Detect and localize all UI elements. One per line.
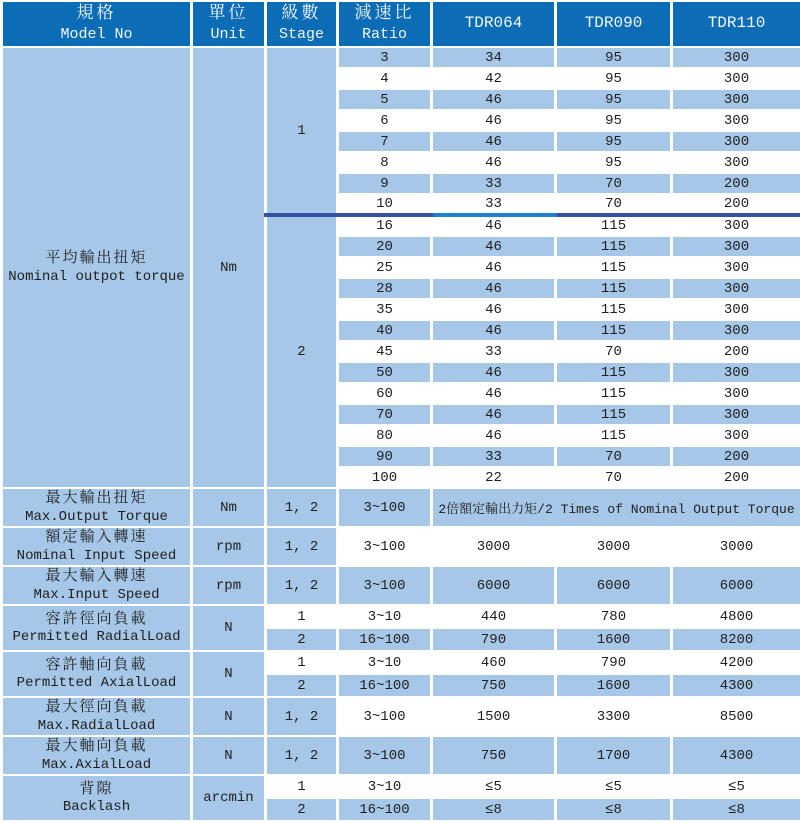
value-cell-tdr064-ratio-40: 46: [432, 320, 556, 341]
value-cell-tdr090-permitted-axial-load: 1600: [556, 674, 672, 697]
ratio-cell-35: 35: [338, 299, 432, 320]
ratio-cell-8: 8: [338, 152, 432, 173]
stage-cell-permitted-radial-load: 2: [266, 628, 338, 651]
value-cell-tdr064-nominal-input-speed: 3000: [432, 527, 556, 566]
permitted-axial-load-label-en: Permitted AxialLoad: [3, 675, 190, 693]
value-cell-tdr090-ratio-8: 95: [556, 152, 672, 173]
value-cell-tdr064-permitted-axial-load: 750: [432, 674, 556, 697]
value-cell-tdr110-backlash: ≤8: [672, 798, 800, 821]
value-cell-tdr064-ratio-16: 46: [432, 215, 556, 236]
ratio-cell-max-radial-load: 3~100: [338, 697, 432, 736]
header-stage-col: [266, 1, 338, 47]
value-cell-tdr064-backlash: ≤8: [432, 798, 556, 821]
table-body: [2, 47, 800, 821]
header-stage-col-en: Stage: [267, 26, 336, 44]
spec-row-max-radial-load: [2, 697, 800, 736]
ratio-cell-50: 50: [338, 362, 432, 383]
stage-cell-1: 1: [266, 47, 338, 215]
ratio-cell-max-input-speed: 3~100: [338, 566, 432, 605]
value-cell-tdr110-ratio-8: 300: [672, 152, 800, 173]
ratio-cell-70: 70: [338, 404, 432, 425]
value-cell-tdr090-ratio-60: 115: [556, 383, 672, 404]
value-cell-tdr110-permitted-radial-load: 4800: [672, 605, 800, 628]
value-cell-tdr110-ratio-25: 300: [672, 257, 800, 278]
section-label-backlash: [2, 775, 192, 821]
section-label-permitted-radial-load: [2, 605, 192, 651]
max-radial-load-label-zh: 最大徑向負載: [3, 698, 190, 718]
value-cell-tdr110-ratio-60: 300: [672, 383, 800, 404]
max-radial-load-label-en: Max.RadialLoad: [3, 718, 190, 736]
value-cell-tdr090-ratio-7: 95: [556, 131, 672, 152]
nominal-output-torque-label-en: Nominal outpot torque: [3, 269, 190, 287]
value-cell-tdr064-ratio-6: 46: [432, 110, 556, 131]
model-name-tdr110: TDR110: [673, 14, 800, 33]
ratio-cell-20: 20: [338, 236, 432, 257]
nominal-input-speed-label-en: Nominal Input Speed: [3, 548, 190, 566]
spec-row-max-input-speed: [2, 566, 800, 605]
stage-cell-backlash: 2: [266, 798, 338, 821]
model-name-tdr064: TDR064: [433, 14, 554, 33]
ratio-cell-16: 16: [338, 215, 432, 236]
ratio-cell-3: 3: [338, 47, 432, 68]
ratio-cell-45: 45: [338, 341, 432, 362]
value-cell-tdr064-ratio-9: 33: [432, 173, 556, 194]
ratio-cell-100: 100: [338, 467, 432, 488]
unit-cell-max-axial-load: N: [192, 736, 266, 775]
unit-cell-backlash: arcmin: [192, 775, 266, 821]
header-ratio-col-en: Ratio: [339, 26, 430, 44]
header-model-col-zh: 規格: [3, 4, 190, 25]
value-cell-tdr064-ratio-8: 46: [432, 152, 556, 173]
value-cell-tdr064-max-input-speed: 6000: [432, 566, 556, 605]
value-cell-tdr090-ratio-4: 95: [556, 68, 672, 89]
merged-value-cell-max-output-torque: 2倍額定輸出力矩/2 Times of Nominal Output Torque: [432, 488, 800, 527]
ratio-cell-permitted-radial-load: 3~10: [338, 605, 432, 628]
ratio-cell-80: 80: [338, 425, 432, 446]
unit-cell-nominal-input-speed: rpm: [192, 527, 266, 566]
value-cell-tdr110-ratio-70: 300: [672, 404, 800, 425]
value-cell-tdr090-ratio-16: 115: [556, 215, 672, 236]
value-cell-tdr064-max-axial-load: 750: [432, 736, 556, 775]
permitted-radial-load-label-zh: 容許徑向負載: [3, 610, 190, 630]
value-cell-tdr090-max-radial-load: 3300: [556, 697, 672, 736]
stage-cell-max-input-speed: 1, 2: [266, 566, 338, 605]
value-cell-tdr110-ratio-45: 200: [672, 341, 800, 362]
value-cell-tdr110-ratio-5: 300: [672, 89, 800, 110]
value-cell-tdr090-ratio-5: 95: [556, 89, 672, 110]
max-input-speed-label-en: Max.Input Speed: [3, 587, 190, 605]
unit-cell-max-input-speed: rpm: [192, 566, 266, 605]
ratio-cell-max-output-torque: 3~100: [338, 488, 432, 527]
value-cell-tdr090-permitted-axial-load: 790: [556, 651, 672, 674]
stage-cell-max-axial-load: 1, 2: [266, 736, 338, 775]
value-cell-tdr064-ratio-70: 46: [432, 404, 556, 425]
value-cell-tdr110-nominal-input-speed: 3000: [672, 527, 800, 566]
nominal-output-torque-label-zh: 平均輸出扭矩: [3, 249, 190, 269]
value-cell-tdr090-backlash: ≤5: [556, 775, 672, 798]
stage-cell-nominal-input-speed: 1, 2: [266, 527, 338, 566]
header-unit-col-en: Unit: [193, 26, 264, 44]
spec-row-max-axial-load: [2, 736, 800, 775]
ratio-cell-10: 10: [338, 194, 432, 215]
spec-row-backlash-stage-1: [2, 775, 800, 798]
value-cell-tdr090-max-input-speed: 6000: [556, 566, 672, 605]
permitted-radial-load-label-en: Permitted RadialLoad: [3, 629, 190, 647]
value-cell-tdr090-ratio-9: 70: [556, 173, 672, 194]
value-cell-tdr110-max-radial-load: 8500: [672, 697, 800, 736]
unit-cell-permitted-radial-load: N: [192, 605, 266, 651]
value-cell-tdr110-ratio-50: 300: [672, 362, 800, 383]
stage-cell-permitted-radial-load: 1: [266, 605, 338, 628]
ratio-cell-25: 25: [338, 257, 432, 278]
backlash-label-en: Backlash: [3, 799, 190, 817]
value-cell-tdr090-ratio-3: 95: [556, 47, 672, 68]
value-cell-tdr090-permitted-radial-load: 1600: [556, 628, 672, 651]
spec-row-max-output-torque: [2, 488, 800, 527]
max-output-torque-label-en: Max.Output Torque: [3, 509, 190, 527]
ratio-cell-max-axial-load: 3~100: [338, 736, 432, 775]
value-cell-tdr110-ratio-10: 200: [672, 194, 800, 215]
ratio-row-3: [2, 47, 800, 68]
ratio-cell-90: 90: [338, 446, 432, 467]
header-ratio-col: [338, 1, 432, 47]
header-unit-col-zh: 單位: [193, 4, 264, 25]
value-cell-tdr110-max-axial-load: 4300: [672, 736, 800, 775]
value-cell-tdr110-max-input-speed: 6000: [672, 566, 800, 605]
section-label-max-input-speed: [2, 566, 192, 605]
value-cell-tdr064-ratio-10: 33: [432, 194, 556, 215]
value-cell-tdr110-ratio-3: 300: [672, 47, 800, 68]
spec-row-nominal-input-speed: [2, 527, 800, 566]
value-cell-tdr064-ratio-100: 22: [432, 467, 556, 488]
value-cell-tdr090-ratio-100: 70: [556, 467, 672, 488]
value-cell-tdr090-ratio-40: 115: [556, 320, 672, 341]
header-unit-col: [192, 1, 266, 47]
ratio-cell-40: 40: [338, 320, 432, 341]
unit-cell-max-radial-load: N: [192, 697, 266, 736]
stage-cell-permitted-axial-load: 1: [266, 651, 338, 674]
value-cell-tdr064-ratio-28: 46: [432, 278, 556, 299]
value-cell-tdr110-ratio-35: 300: [672, 299, 800, 320]
stage-cell-2: 2: [266, 215, 338, 488]
value-cell-tdr090-max-axial-load: 1700: [556, 736, 672, 775]
stage-cell-max-radial-load: 1, 2: [266, 697, 338, 736]
value-cell-tdr064-ratio-3: 34: [432, 47, 556, 68]
value-cell-tdr090-permitted-radial-load: 780: [556, 605, 672, 628]
value-cell-tdr064-permitted-radial-load: 440: [432, 605, 556, 628]
max-output-torque-label-zh: 最大輸出扭矩: [3, 489, 190, 509]
value-cell-tdr110-ratio-100: 200: [672, 467, 800, 488]
nominal-input-speed-label-zh: 額定輸入轉速: [3, 528, 190, 548]
value-cell-tdr064-ratio-60: 46: [432, 383, 556, 404]
value-cell-tdr064-ratio-20: 46: [432, 236, 556, 257]
value-cell-tdr064-ratio-35: 46: [432, 299, 556, 320]
header-row: [2, 1, 800, 47]
unit-cell-permitted-axial-load: N: [192, 651, 266, 697]
value-cell-tdr090-ratio-35: 115: [556, 299, 672, 320]
ratio-cell-4: 4: [338, 68, 432, 89]
value-cell-tdr110-ratio-6: 300: [672, 110, 800, 131]
section-label-max-output-torque: [2, 488, 192, 527]
unit-cell-max-output-torque: Nm: [192, 488, 266, 527]
header-model-tdr090: [556, 1, 672, 47]
section-label-max-radial-load: [2, 697, 192, 736]
backlash-label-zh: 背隙: [3, 780, 190, 800]
ratio-cell-backlash: 3~10: [338, 775, 432, 798]
permitted-axial-load-label-zh: 容許軸向負載: [3, 656, 190, 676]
value-cell-tdr110-ratio-4: 300: [672, 68, 800, 89]
section-label-nominal-output-torque: [2, 47, 192, 488]
value-cell-tdr064-ratio-7: 46: [432, 131, 556, 152]
value-cell-tdr064-backlash: ≤5: [432, 775, 556, 798]
value-cell-tdr064-permitted-radial-load: 790: [432, 628, 556, 651]
value-cell-tdr064-ratio-45: 33: [432, 341, 556, 362]
header-stage-col-zh: 級數: [267, 4, 336, 25]
value-cell-tdr090-ratio-10: 70: [556, 194, 672, 215]
header-model-tdr110: [672, 1, 800, 47]
value-cell-tdr090-ratio-20: 115: [556, 236, 672, 257]
max-input-speed-label-zh: 最大輸入轉速: [3, 567, 190, 587]
ratio-cell-5: 5: [338, 89, 432, 110]
value-cell-tdr064-ratio-80: 46: [432, 425, 556, 446]
stage-cell-max-output-torque: 1, 2: [266, 488, 338, 527]
value-cell-tdr110-permitted-axial-load: 4200: [672, 651, 800, 674]
value-cell-tdr064-ratio-90: 33: [432, 446, 556, 467]
value-cell-tdr064-permitted-axial-load: 460: [432, 651, 556, 674]
value-cell-tdr110-ratio-90: 200: [672, 446, 800, 467]
header-model-col: [2, 1, 192, 47]
section-label-permitted-axial-load: [2, 651, 192, 697]
ratio-cell-backlash: 16~100: [338, 798, 432, 821]
ratio-cell-7: 7: [338, 131, 432, 152]
ratio-cell-nominal-input-speed: 3~100: [338, 527, 432, 566]
section-label-nominal-input-speed: [2, 527, 192, 566]
table-header: [2, 1, 800, 47]
value-cell-tdr090-ratio-80: 115: [556, 425, 672, 446]
max-axial-load-label-zh: 最大軸向負載: [3, 737, 190, 757]
header-model-col-en: Model No: [3, 26, 190, 44]
value-cell-tdr090-ratio-28: 115: [556, 278, 672, 299]
header-ratio-col-zh: 減速比: [339, 4, 430, 25]
unit-cell-nominal-output-torque: Nm: [192, 47, 266, 488]
value-cell-tdr064-ratio-50: 46: [432, 362, 556, 383]
value-cell-tdr090-ratio-70: 115: [556, 404, 672, 425]
ratio-cell-permitted-axial-load: 3~10: [338, 651, 432, 674]
value-cell-tdr064-max-radial-load: 1500: [432, 697, 556, 736]
value-cell-tdr110-permitted-radial-load: 8200: [672, 628, 800, 651]
value-cell-tdr090-backlash: ≤8: [556, 798, 672, 821]
model-name-tdr090: TDR090: [557, 14, 670, 33]
value-cell-tdr090-ratio-45: 70: [556, 341, 672, 362]
ratio-cell-60: 60: [338, 383, 432, 404]
value-cell-tdr110-ratio-16: 300: [672, 215, 800, 236]
value-cell-tdr090-ratio-25: 115: [556, 257, 672, 278]
ratio-cell-9: 9: [338, 173, 432, 194]
value-cell-tdr090-ratio-90: 70: [556, 446, 672, 467]
value-cell-tdr090-ratio-6: 95: [556, 110, 672, 131]
section-label-max-axial-load: [2, 736, 192, 775]
value-cell-tdr064-ratio-5: 46: [432, 89, 556, 110]
ratio-cell-28: 28: [338, 278, 432, 299]
value-cell-tdr090-nominal-input-speed: 3000: [556, 527, 672, 566]
value-cell-tdr110-ratio-20: 300: [672, 236, 800, 257]
ratio-cell-permitted-axial-load: 16~100: [338, 674, 432, 697]
value-cell-tdr064-ratio-25: 46: [432, 257, 556, 278]
value-cell-tdr110-ratio-7: 300: [672, 131, 800, 152]
max-axial-load-label-en: Max.AxialLoad: [3, 757, 190, 775]
value-cell-tdr110-ratio-28: 300: [672, 278, 800, 299]
stage-cell-permitted-axial-load: 2: [266, 674, 338, 697]
header-model-tdr064: [432, 1, 556, 47]
value-cell-tdr110-backlash: ≤5: [672, 775, 800, 798]
value-cell-tdr110-ratio-9: 200: [672, 173, 800, 194]
value-cell-tdr110-ratio-40: 300: [672, 320, 800, 341]
ratio-cell-permitted-radial-load: 16~100: [338, 628, 432, 651]
stage-cell-backlash: 1: [266, 775, 338, 798]
value-cell-tdr110-permitted-axial-load: 4300: [672, 674, 800, 697]
value-cell-tdr090-ratio-50: 115: [556, 362, 672, 383]
ratio-cell-6: 6: [338, 110, 432, 131]
spec-row-permitted-radial-load-stage-1: [2, 605, 800, 628]
value-cell-tdr064-ratio-4: 42: [432, 68, 556, 89]
value-cell-tdr110-ratio-80: 300: [672, 425, 800, 446]
spec-row-permitted-axial-load-stage-1: [2, 651, 800, 674]
